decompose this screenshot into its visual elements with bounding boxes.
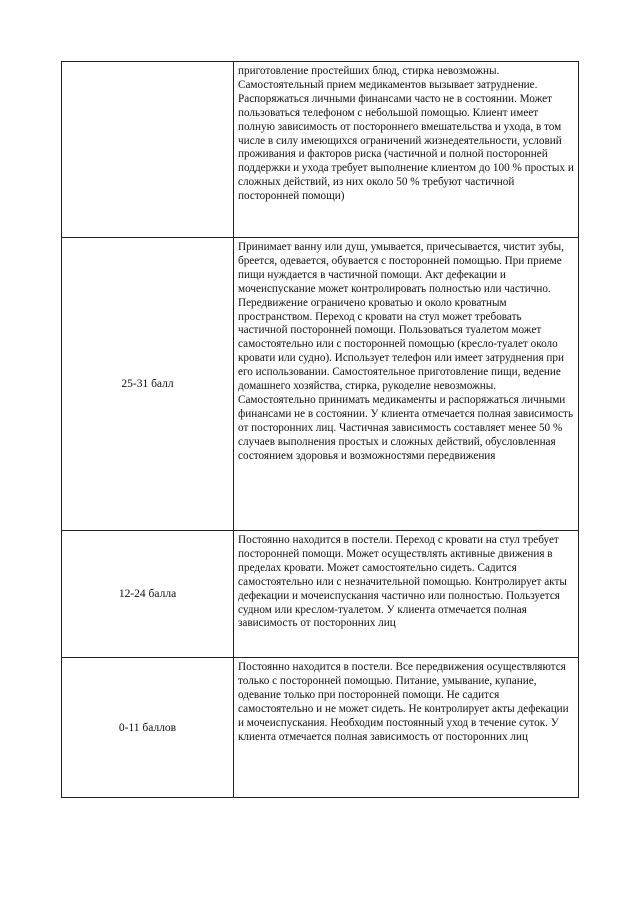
- description-cell: Постоянно находится в постели. Все передвижения осуществляются только с посторонней помощью. Питание, умывание, купание, одевание только при посторонней помощи. Не садится самостоятельно и не может сидеть. Не контролирует акты дефекации и мочеиспускания. Необходим постоянный уход в течение суток. У клиента отмечается полная зависимость от посторонних лиц: [234, 658, 579, 798]
- description-cell: Постоянно находится в постели. Переход с кровати на стул требует посторонней помощи. Может осуществлять активные движения в пределах кровати. Может самостоятельно сидеть. Садится самостоятельно или с незначительной помощью. Контролирует акты дефекации и мочеиспускания частично или полностью. Пользуется судном или креслом-туалетом. У клиента отмечается полная зависимость от посторонних лиц: [234, 531, 579, 658]
- assessment-table: [61, 61, 579, 798]
- table-row: [62, 531, 579, 658]
- table-row: [62, 658, 579, 798]
- table-row: [62, 238, 579, 531]
- description-cell: приготовление простейших блюд, стирка невозможны. Самостоятельный прием медикаментов вызывает затруднение. Распоряжаться личными финансами часто не в состоянии. Может пользоваться телефоном с небольшой помощью. Клиент имеет полную зависимость от постороннего вмешательства и ухода, в том числе в силу имеющихся ограничений жизнедеятельности, условий проживания и факторов риска (частичной и полной посторонней поддержки и ухода требует выполнение клиентом до 100 % простых и сложных действий, из них около 50 % требуют частичной посторонней помощи): [234, 62, 579, 238]
- table-row: [62, 62, 579, 238]
- score-cell: 12-24 балла: [62, 531, 234, 658]
- score-cell: 25-31 балл: [62, 238, 234, 531]
- description-cell: Принимает ванну или душ, умывается, причесывается, чистит зубы, бреется, одевается, обувается с посторонней помощью. При приеме пищи нуждается в частичной помощи. Акт дефекации и мочеиспускание может контролировать полностью или частично. Передвижение ограничено кроватью и около кроватным пространством. Переход с кровати на стул может требовать частичной посторонней помощи. Пользоваться туалетом может самостоятельно или с посторонней помощью (кресло-туалет около кровати или судно). Использует телефон или имеет затруднения при его использовании. Самостоятельное приготовление пищи, ведение домашнего хозяйства, стирка, рукоделие невозможны. Самостоятельно принимать медикаменты и распоряжаться личными финансами не в состоянии. У клиента отмечается полная зависимость от посторонних лиц. Частичная зависимость составляет менее 50 % случаев выполнения простых и сложных действий, обусловленная состоянием здоровья и возможностями передвижения: [234, 238, 579, 531]
- score-cell: 0-11 баллов: [62, 658, 234, 798]
- score-cell: [62, 62, 234, 238]
